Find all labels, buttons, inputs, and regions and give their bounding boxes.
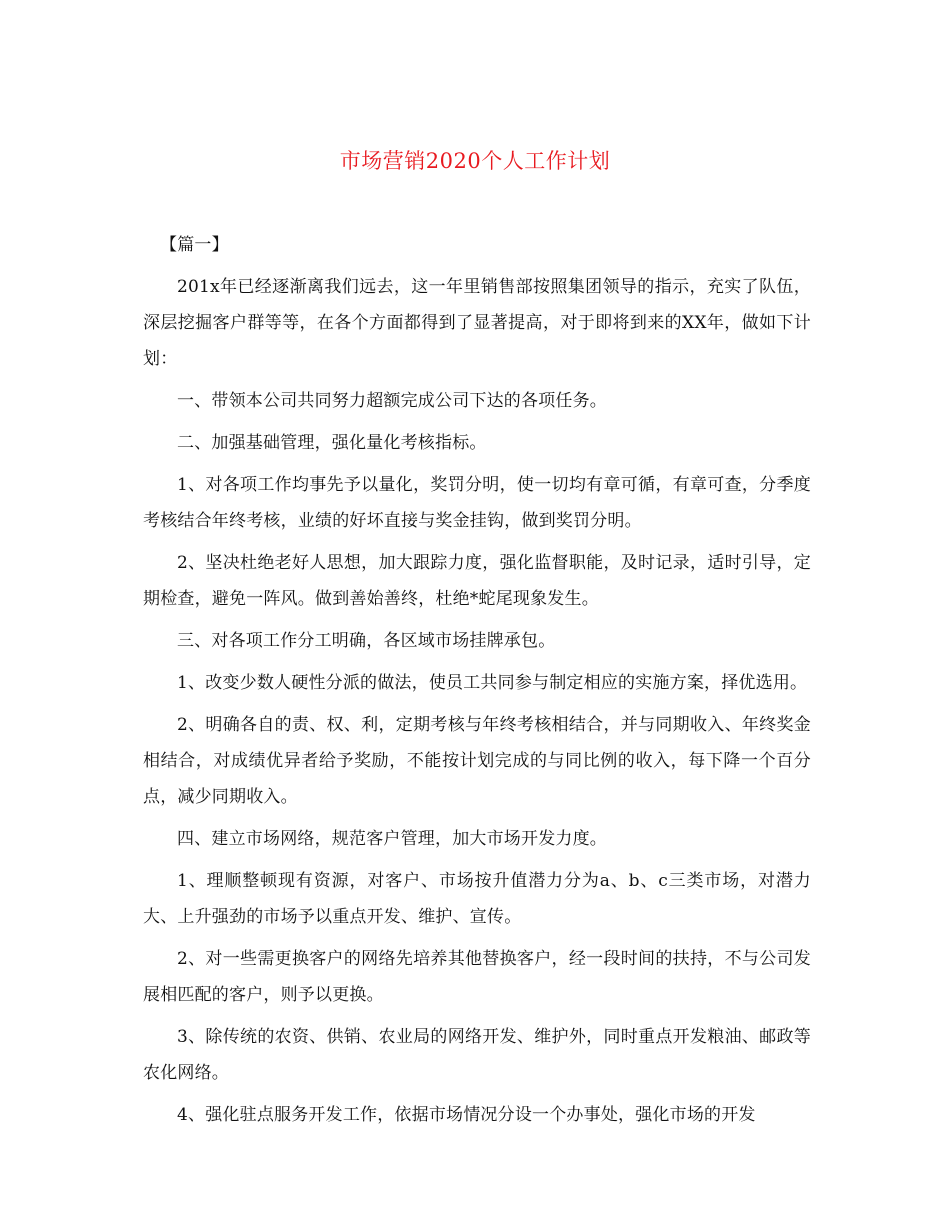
paragraph: 1、对各项工作均事先予以量化，奖罚分明，使一切均有章可循，有章可查，分季度考核结合年终考核，业绩的好坏直接与奖金挂钩，做到奖罚分明。 [143, 475, 811, 531]
paragraph: 一、带领本公司共同努力超额完成公司下达的各项任务。 [177, 391, 607, 411]
paragraph: 1、理顺整顿现有资源，对客户、市场按升值潜力分为a、b、c三类市场，对潜力大、上升强劲的市场予以重点开发、维护、宣传。 [143, 871, 811, 927]
paragraph: 1、改变少数人硬性分派的做法，使员工共同参与制定相应的实施方案，择优选用。 [177, 673, 808, 693]
paragraph: 四、建立市场网络，规范客户管理，加大市场开发力度。 [177, 829, 607, 849]
paragraph: 三、对各项工作分工明确，各区域市场挂牌承包。 [177, 631, 556, 651]
paragraph: 4、强化驻点服务开发工作，依据市场情况分设一个办事处，强化市场的开发 [177, 1105, 756, 1125]
paragraph: 2、明确各自的责、权、利，定期考核与年终考核相结合，并与同期收入、年终奖金相结合，对成绩优异者给予奖励，不能按计划完成的与同比例的收入，每下降一个百分点，减少同期收入。 [143, 715, 811, 807]
paragraph: 3、除传统的农资、供销、农业局的网络开发、维护外，同时重点开发粮油、邮政等农化网络。 [143, 1027, 811, 1083]
section-heading: 【篇一】 [160, 235, 229, 255]
paragraph: 2、对一些需更换客户的网络先培养其他替换客户，经一段时间的扶持，不与公司发展相匹配的客户，则予以更换。 [143, 949, 811, 1005]
paragraph: 201x年已经逐渐离我们远去，这一年里销售部按照集团领导的指示，充实了队伍，深层挖掘客户群等等，在各个方面都得到了显著提高，对于即将到来的XX年，做如下计划： [143, 277, 811, 369]
paragraph: 2、坚决杜绝老好人思想，加大跟踪力度，强化监督职能，及时记录，适时引导，定期检查，避免一阵风。做到善始善终，杜绝*蛇尾现象发生。 [143, 553, 811, 609]
paragraph: 二、加强基础管理，强化量化考核指标。 [177, 433, 487, 453]
document-title: 市场营销2020个人工作计划 [339, 149, 611, 173]
document-body [143, 227, 811, 1139]
